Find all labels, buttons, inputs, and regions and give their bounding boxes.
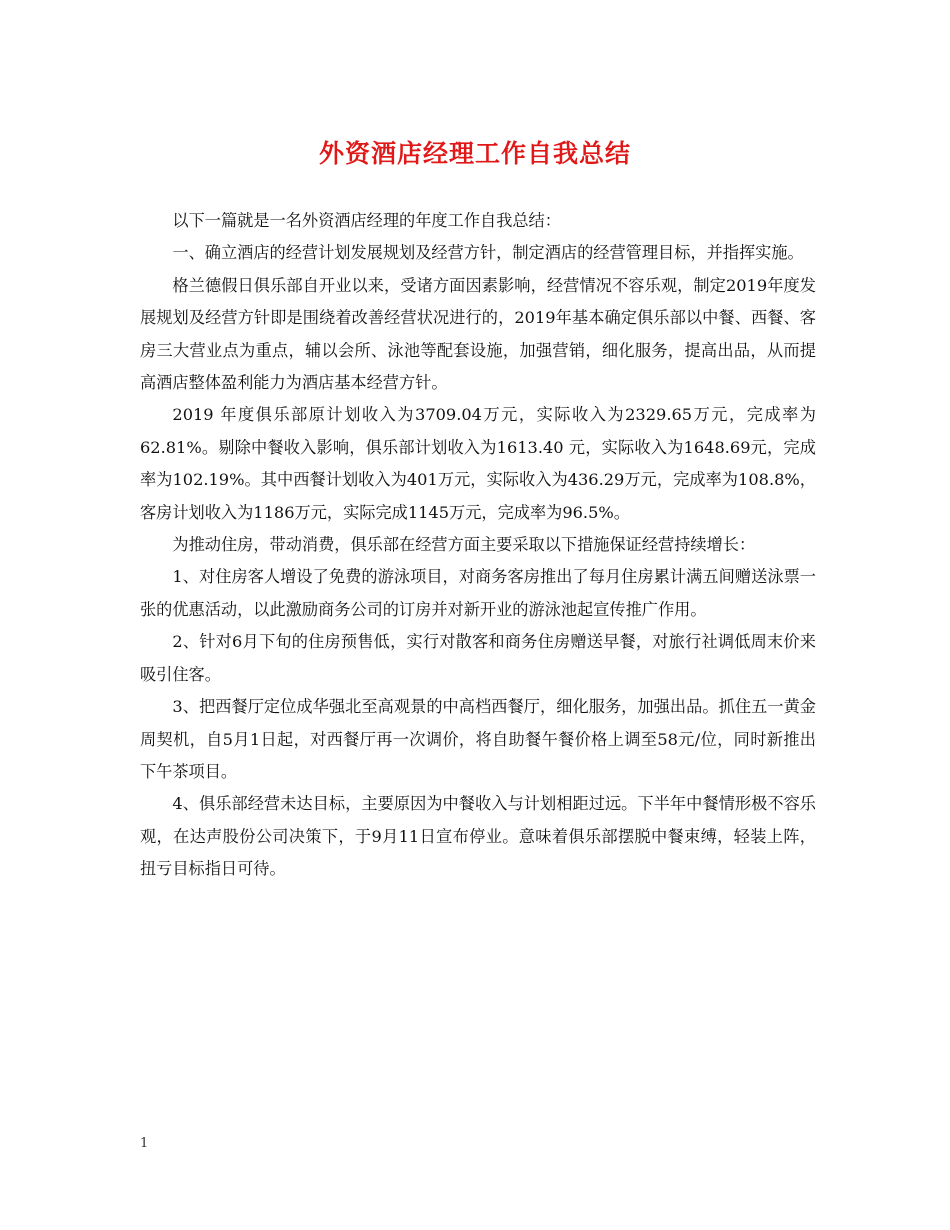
page-number: 1 [140,1136,149,1151]
paragraph-measure-4: 4、俱乐部经营未达目标，主要原因为中餐收入与计划相距过远。下半年中餐情形极不容乐观，在达声股份公司决策下，于9月11日宣布停业。意味着俱乐部摆脱中餐束缚，轻装上阵，扭亏目标指日可待。 [140,794,816,879]
paragraph-strategy: 格兰德假日俱乐部自开业以来，受诸方面因素影响，经营情况不容乐观，制定2019年度发展规划及经营方针即是围绕着改善经营状况进行的，2019年基本确定俱乐部以中餐、西餐、客房三大营业点为重点，辅以会所、泳池等配套设施，加强营销，细化服务，提高出品，从而提高酒店整体盈利能力为酒店基本经营方针。 [140,275,816,393]
paragraph-intro: 以下一篇就是一名外资酒店经理的年度工作自我总结： [172,211,561,230]
paragraph-section-one: 一、确立酒店的经营计划发展规划及经营方针，制定酒店的经营管理目标，并指挥实施。 [172,243,804,263]
document-body [140,205,816,886]
paragraph-measure-2: 2、针对6月下旬的住房预售低，实行对散客和商务住房赠送早餐，对旅行社调低周末价来吸引住客。 [140,632,816,684]
paragraph-measures-intro: 为推动住房，带动消费，俱乐部在经营方面主要采取以下措施保证经营持续增长： [172,535,756,555]
paragraph-measure-1: 1、对住房客人增设了免费的游泳项目，对商务客房推出了每月住房累计满五间赠送泳票一张的优惠活动，以此激励商务公司的订房并对新开业的游泳池起宣传推广作用。 [140,567,816,619]
paragraph-measure-3: 3、把西餐厅定位成华强北至高观景的中高档西餐厅，细化服务，加强出品。抓住五一黄金周契机，自5月1日起，对西餐厅再一次调价，将自助餐午餐价格上调至58元/位，同时新推出下午茶项目。 [140,697,816,781]
paragraph-revenue: 2019 年度俱乐部原计划收入为3709.04万元，实际收入为2329.65万元，完成率为62.81%。剔除中餐收入影响，俱乐部计划收入为1613.40 元，实际收入为1648.69元，完成率为102.19%。其中西餐计划收入为401万元，实际收入为436.29万元，完成率为108.8%，客房计划收入为1186万元，实际完成1145万元，完成率为96.5%。 [140,405,816,522]
document-title: 外资酒店经理工作自我总结 [318,139,631,168]
